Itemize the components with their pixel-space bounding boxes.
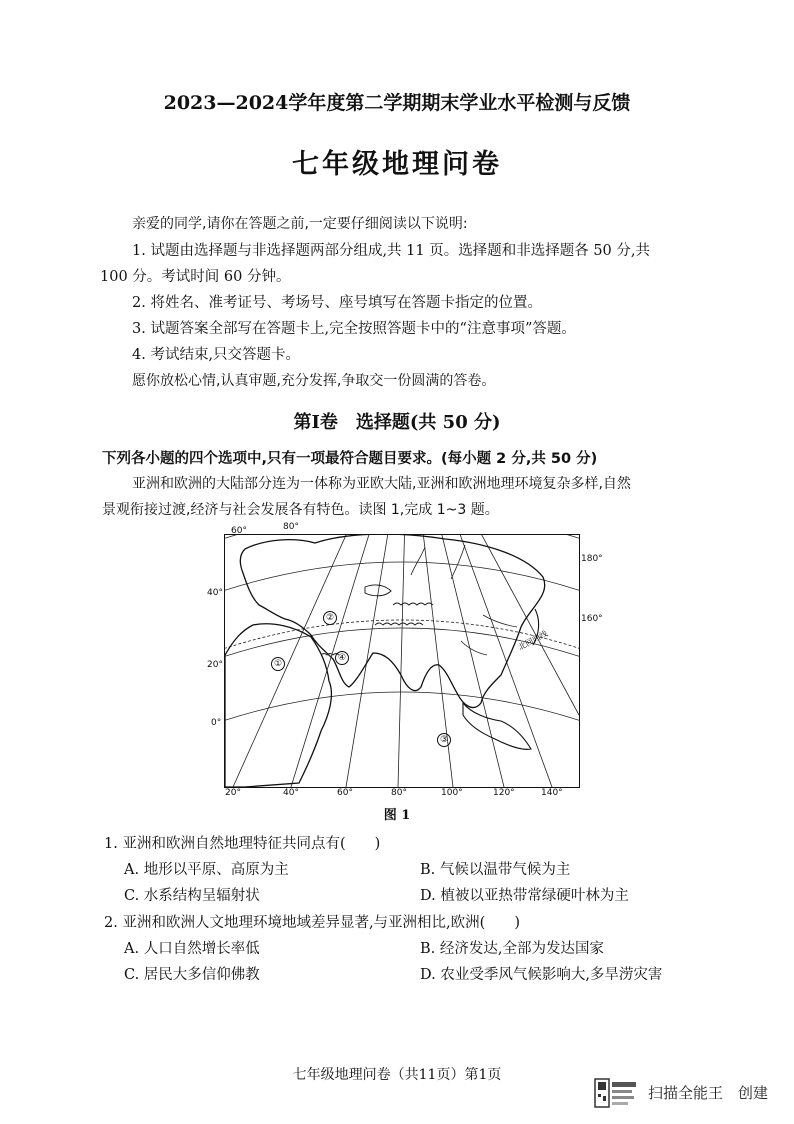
river-4 — [461, 641, 487, 655]
instruction-item-1-cont: 100 分。考试时间 60 分钟。 — [100, 269, 291, 285]
map-label-bottom-60: 60° — [337, 788, 353, 798]
parallel-40 — [225, 562, 579, 597]
map-label-left-40: 40° — [207, 588, 223, 598]
instructions-greeting: 亲爱的同学,请你在答题之前,一定要仔细阅读以下说明: — [132, 216, 468, 232]
instruction-item-4: 4. 考试结束,只交答题卡。 — [132, 347, 301, 363]
meridian-120 — [437, 535, 504, 787]
map-label-bottom-100: 100° — [441, 788, 463, 798]
figure-caption: 图 1 — [383, 808, 411, 823]
mountain-range-1 — [393, 603, 433, 605]
marker-2: ② — [323, 611, 337, 625]
map-label-right-180: 180° — [581, 554, 603, 564]
question-2-option-a: A. 人口自然增长率低 — [124, 941, 260, 957]
map-label-left-20: 20° — [207, 660, 223, 670]
river-2 — [451, 545, 465, 579]
tropic-of-cancer-label: 北回归线 — [516, 629, 550, 652]
map-label-bottom-140: 140° — [541, 788, 563, 798]
question-2-option-d: D. 农业受季风气候影响大,多旱涝灾害 — [420, 967, 663, 983]
meridian-40 — [291, 535, 375, 787]
scanner-logo-icon — [594, 1078, 638, 1108]
eurasia-outline — [240, 535, 545, 708]
question-2-stem: 2. 亚洲和欧洲人文地理环境地域差异显著,与亚洲相比,欧洲( ) — [104, 915, 520, 931]
figure-1-map — [207, 522, 603, 798]
map-label-left-0: 0° — [211, 718, 222, 728]
question-2-option-c: C. 居民大多信仰佛教 — [124, 967, 260, 983]
map-label-right-160: 160° — [581, 614, 603, 624]
section-title: 第Ⅰ卷 选择题(共 50 分) — [293, 412, 501, 433]
instruction-item-3: 3. 试题答案全部写在答题卡上,完全按照答题卡中的“注意事项”答题。 — [132, 321, 576, 337]
southeast-asia-islands — [463, 703, 531, 749]
river-1 — [411, 547, 425, 575]
map-label-top-60: 60° — [231, 526, 247, 536]
exam-title-line1: 2023—2024学年度第二学期期末学业水平检测与反馈 — [163, 92, 631, 114]
map-label-bottom-20: 20° — [225, 788, 241, 798]
instructions-closing: 愿你放松心情,认真审题,充分发挥,争取交一份圆满的答卷。 — [132, 373, 496, 389]
question-1-option-d: D. 植被以亚热带常绿硬叶林为主 — [420, 888, 629, 904]
instruction-item-1: 1. 试题由选择题与非选择题两部分组成,共 11 页。选择题和非选择题各 50 分,共 — [132, 243, 650, 259]
map-label-bottom-40: 40° — [283, 788, 299, 798]
page-footer: 七年级地理问卷（共11页）第1页 — [292, 1067, 502, 1083]
question-2-option-b: B. 经济发达,全部为发达国家 — [420, 941, 604, 957]
marker-3: ③ — [437, 733, 451, 747]
scanner-watermark: 扫描全能王 创建 — [648, 1084, 769, 1102]
instruction-item-2: 2. 将姓名、准考证号、考场号、座号填写在答题卡指定的位置。 — [132, 295, 542, 311]
marker-4: ④ — [335, 651, 349, 665]
meridian-100 — [421, 535, 453, 787]
question-1-option-c: C. 水系结构呈辐射状 — [124, 888, 260, 904]
map-label-bottom-80: 80° — [391, 788, 407, 798]
marker-1: ① — [271, 657, 285, 671]
passage-line-2: 景观衔接过渡,经济与社会发展各有特色。读图 1,完成 1~3 题。 — [102, 502, 499, 518]
exam-title-line2: 七年级地理问卷 — [292, 149, 502, 180]
question-1-stem: 1. 亚洲和欧洲自然地理特征共同点有( ) — [104, 836, 381, 852]
map-label-bottom-120: 120° — [493, 788, 515, 798]
africa-outline — [225, 624, 331, 787]
question-1-option-b: B. 气候以温带气候为主 — [420, 862, 571, 878]
parallel-0 — [225, 692, 579, 727]
river-3 — [483, 615, 517, 627]
map-label-top-80: 80° — [283, 522, 299, 532]
map-frame — [224, 534, 580, 788]
meridian-80 — [398, 535, 405, 787]
question-1-option-a: A. 地形以平原、高原为主 — [124, 862, 289, 878]
section-directions: 下列各小题的四个选项中,只有一项最符合题目要求。(每小题 2 分,共 50 分) — [102, 451, 598, 467]
mountain-range-2 — [375, 623, 423, 625]
passage-line-1: 亚洲和欧洲的大陆部分连为一体称为亚欧大陆,亚洲和欧洲地理环境复杂多样,自然 — [132, 476, 631, 492]
